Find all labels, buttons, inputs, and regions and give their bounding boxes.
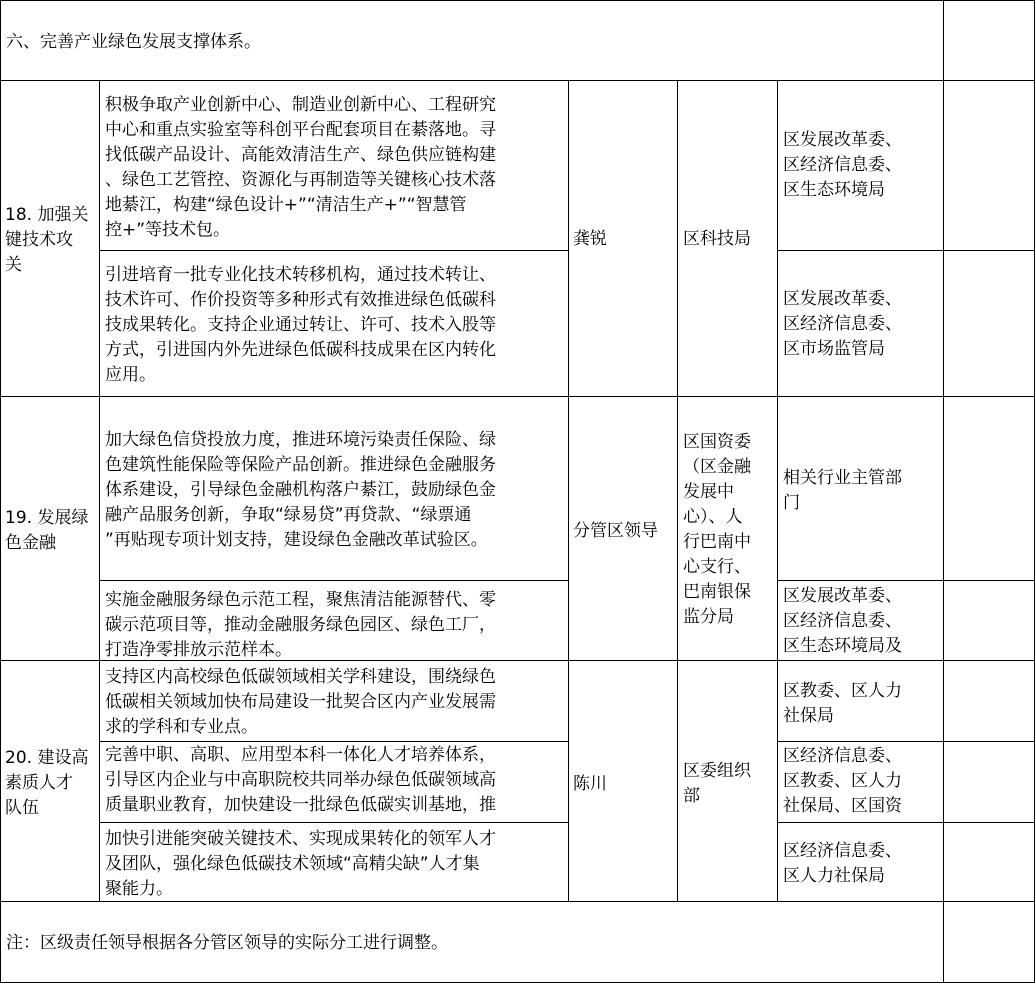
responsible-leader-18: 龚锐 [573, 229, 607, 249]
grid-line [777, 80, 778, 901]
task-content-19-2: 实施金融服务绿色示范工程，聚焦清洁能源替代、零 碳示范项目等，推动金融服务绿色园区、绿色工厂， 打造净零排放示范样本。 [105, 590, 496, 660]
grid-line [0, 0, 1, 983]
task-name-18: 18. 加强关 键技术攻 关 [5, 205, 89, 275]
lead-unit-19: 区国资委 （区金融 发展中 心）、人 行巴南中 心支行、 巴南银保 监分局 [683, 432, 751, 627]
coop-unit-18-1: 区发展改革委、 区经济信息委、 区生态环境局 [783, 130, 902, 200]
lead-unit-18: 区科技局 [683, 229, 751, 249]
coop-unit-20-3: 区经济信息委、 区人力社保局 [783, 841, 902, 886]
section-title: 六、完善产业绿色发展支撑体系。 [6, 32, 261, 52]
lead-unit-20: 区委组织 部 [683, 761, 751, 806]
task-content-19-1: 加大绿色信贷投放力度，推进环境污染责任保险、绿 色建筑性能保险等保险产品创新。推进绿色金融服务 体系建设，引导绿色金融机构落户綦江，鼓励绿色金 融产品服务创新，争取“绿易贷”再贷款、“绿票通 ”再贴现专项计划支持，建设绿色金融改革试验区。 [105, 430, 496, 550]
grid-line [0, 0, 1035, 1]
coop-unit-20-2: 区经济信息委、 区教委、区人力 社保局、区国资 [783, 746, 902, 816]
grid-line [99, 80, 100, 901]
coop-unit-20-1: 区教委、区人力 社保局 [783, 681, 902, 726]
task-content-20-3: 加快引进能突破关键技术、实现成果转化的领军人才 及团队，强化绿色低碳技术领域“高精尖缺”人才集 聚能力。 [105, 829, 496, 899]
footnote: 注：区级责任领导根据各分管区领导的实际分工进行调整。 [6, 933, 448, 953]
grid-line [777, 580, 1035, 581]
task-content-20-2: 完善中职、高职、应用型本科一体化人才培养体系， 引导区内企业与中高职院校共同举办绿色低碳领域高 质量职业教育，加快建设一批绿色低碳实训基地，推 [105, 745, 496, 815]
grid-line [0, 80, 1035, 81]
grid-line [677, 80, 678, 901]
grid-line [568, 80, 569, 901]
task-content-20-1: 支持区内高校绿色低碳领域相关学科建设，围绕绿色 低碳相关领域加快布局建设一批契合区内产业发展需 求的学科和专业点。 [105, 667, 496, 737]
grid-line [943, 0, 944, 983]
grid-line [0, 396, 1035, 397]
responsible-leader-19: 分管区领导 [573, 521, 658, 541]
task-name-20: 20. 建设高 素质人才 队伍 [5, 748, 89, 818]
coop-unit-19-2: 区发展改革委、 区经济信息委、 区生态环境局及 [783, 586, 902, 656]
coop-unit-19-1: 相关行业主管部 门 [783, 468, 902, 513]
grid-line [777, 250, 1035, 251]
coop-unit-18-2: 区发展改革委、 区经济信息委、 区市场监管局 [783, 289, 902, 359]
grid-line [777, 741, 1035, 742]
grid-line [0, 901, 1035, 902]
grid-line [99, 580, 568, 581]
task-content-18-2: 引进培育一批专业化技术转移机构，通过技术转让、 技术许可、作价投资等多种形式有效推进绿色低碳科 技成果转化。支持企业通过转让、许可、技术入股等 方式，引进国内外先进绿色低碳科技成果在区内转化 应用。 [105, 265, 496, 385]
grid-line [99, 822, 568, 823]
task-content-18-1: 积极争取产业创新中心、制造业创新中心、工程研究 中心和重点实验室等科创平台配套项目在綦落地。寻 找低碳产品设计、高能效清洁生产、绿色供应链构建 、绿色工艺管控、资源化与再制造等关键核心技术落 地綦江，构建“绿色设计+”“清洁生产+”“智慧管 控+”等技术包。 [105, 95, 496, 240]
responsible-leader-20: 陈川 [573, 774, 607, 794]
task-name-19: 19. 发展绿 色金融 [5, 508, 89, 553]
grid-line [0, 660, 1035, 661]
grid-line [99, 250, 568, 251]
grid-line [99, 741, 568, 742]
grid-line [777, 822, 1035, 823]
